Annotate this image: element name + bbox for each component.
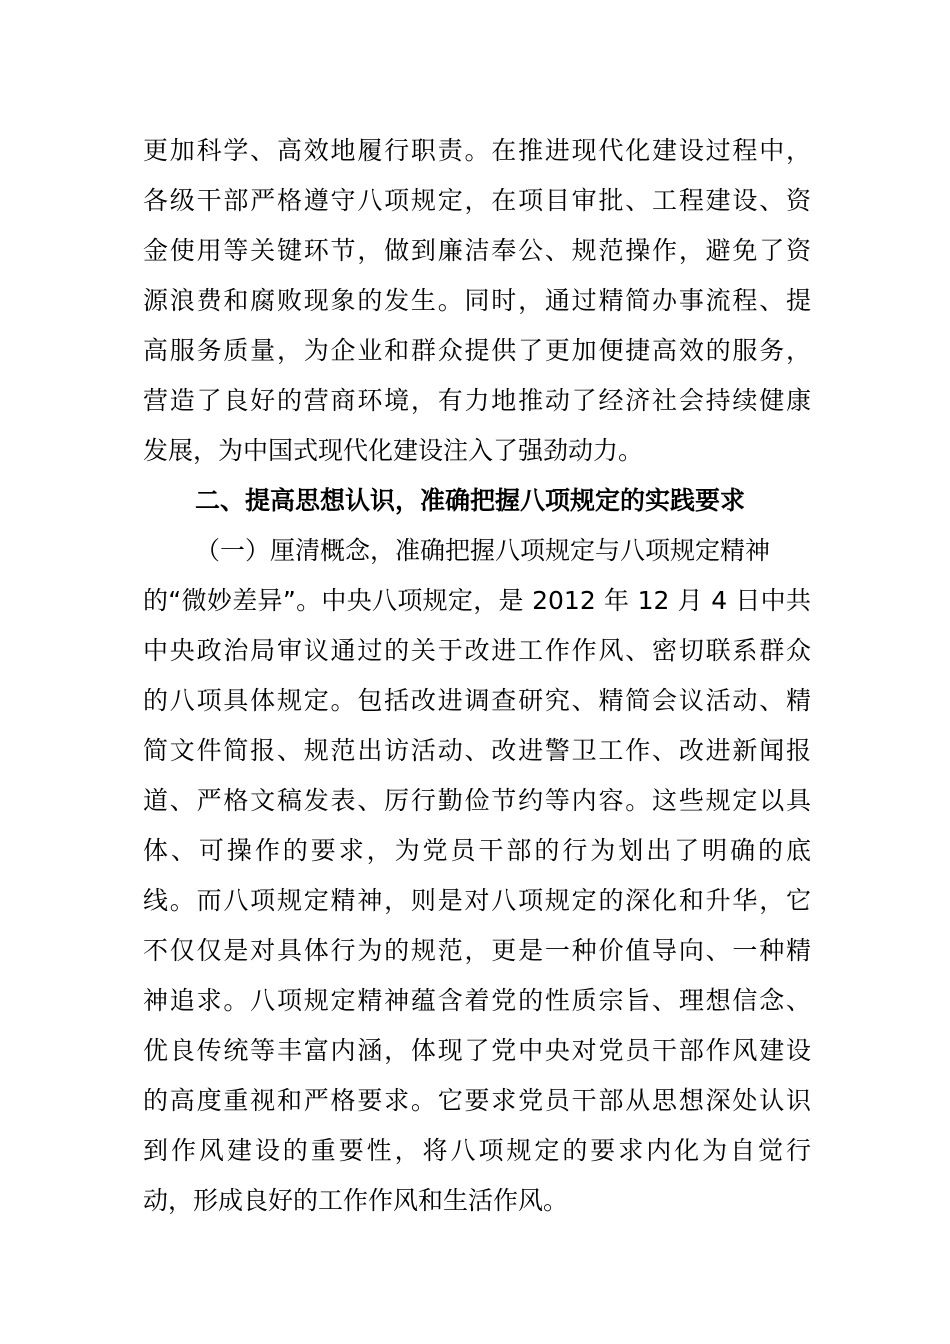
text-line: 金使用等关键环节，做到廉洁奉公、规范操作，避免了资 — [143, 236, 811, 265]
text-line: 的八项具体规定。包括改进调查研究、精简会议活动、精 — [143, 686, 811, 715]
text-line: 高服务质量，为企业和群众提供了更加便捷高效的服务， — [143, 336, 811, 365]
text-line: 的高度重视和严格要求。它要求党员干部从思想深处认识 — [143, 1086, 811, 1115]
text-line: 线。而八项规定精神，则是对八项规定的深化和升华，它 — [143, 886, 811, 915]
subsection-heading: （一）厘清概念，准确把握八项规定与八项规定精神 — [195, 536, 771, 565]
text-line: 道、严格文稿发表、厉行勤俭节约等内容。这些规定以具 — [143, 786, 811, 815]
text-line: 营造了良好的营商环境，有力地推动了经济社会持续健康 — [143, 386, 811, 415]
document-body — [143, 126, 811, 1226]
text-line: 简文件简报、规范出访活动、改进警卫工作、改进新闻报 — [143, 736, 811, 765]
paragraph-1 — [143, 126, 811, 476]
text-line: 神追求。八项规定精神蕴含着党的性质宗旨、理想信念、 — [143, 986, 811, 1015]
text-line: 不仅仅是对具体行为的规范，更是一种价值导向、一种精 — [143, 936, 811, 965]
text-line: 优良传统等丰富内涵，体现了党中央对党员干部作风建设 — [143, 1036, 811, 1065]
text-line: 各级干部严格遵守八项规定，在项目审批、工程建设、资 — [143, 186, 811, 215]
paragraph-2 — [143, 526, 811, 1226]
text-line: 中央政治局审议通过的关于改进工作作风、密切联系群众 — [143, 636, 811, 665]
text-line: 动，形成良好的工作作风和生活作风。 — [143, 1186, 569, 1215]
text-line: 体、可操作的要求，为党员干部的行为划出了明确的底 — [143, 836, 811, 865]
text-line: 源浪费和腐败现象的发生。同时，通过精简办事流程、提 — [143, 286, 811, 315]
text-line: 发展，为中国式现代化建设注入了强劲动力。 — [143, 436, 644, 465]
text-line: 更加科学、高效地履行职责。在推进现代化建设过程中， — [143, 136, 811, 165]
text-line: 的“微妙差异”。中央八项规定，是 2012 年 12 月 4 日中共 — [143, 586, 811, 615]
section-heading: 二、提高思想认识，准确把握八项规定的实践要求 — [195, 486, 746, 515]
text-line: 到作风建设的重要性，将八项规定的要求内化为自觉行 — [143, 1136, 811, 1165]
